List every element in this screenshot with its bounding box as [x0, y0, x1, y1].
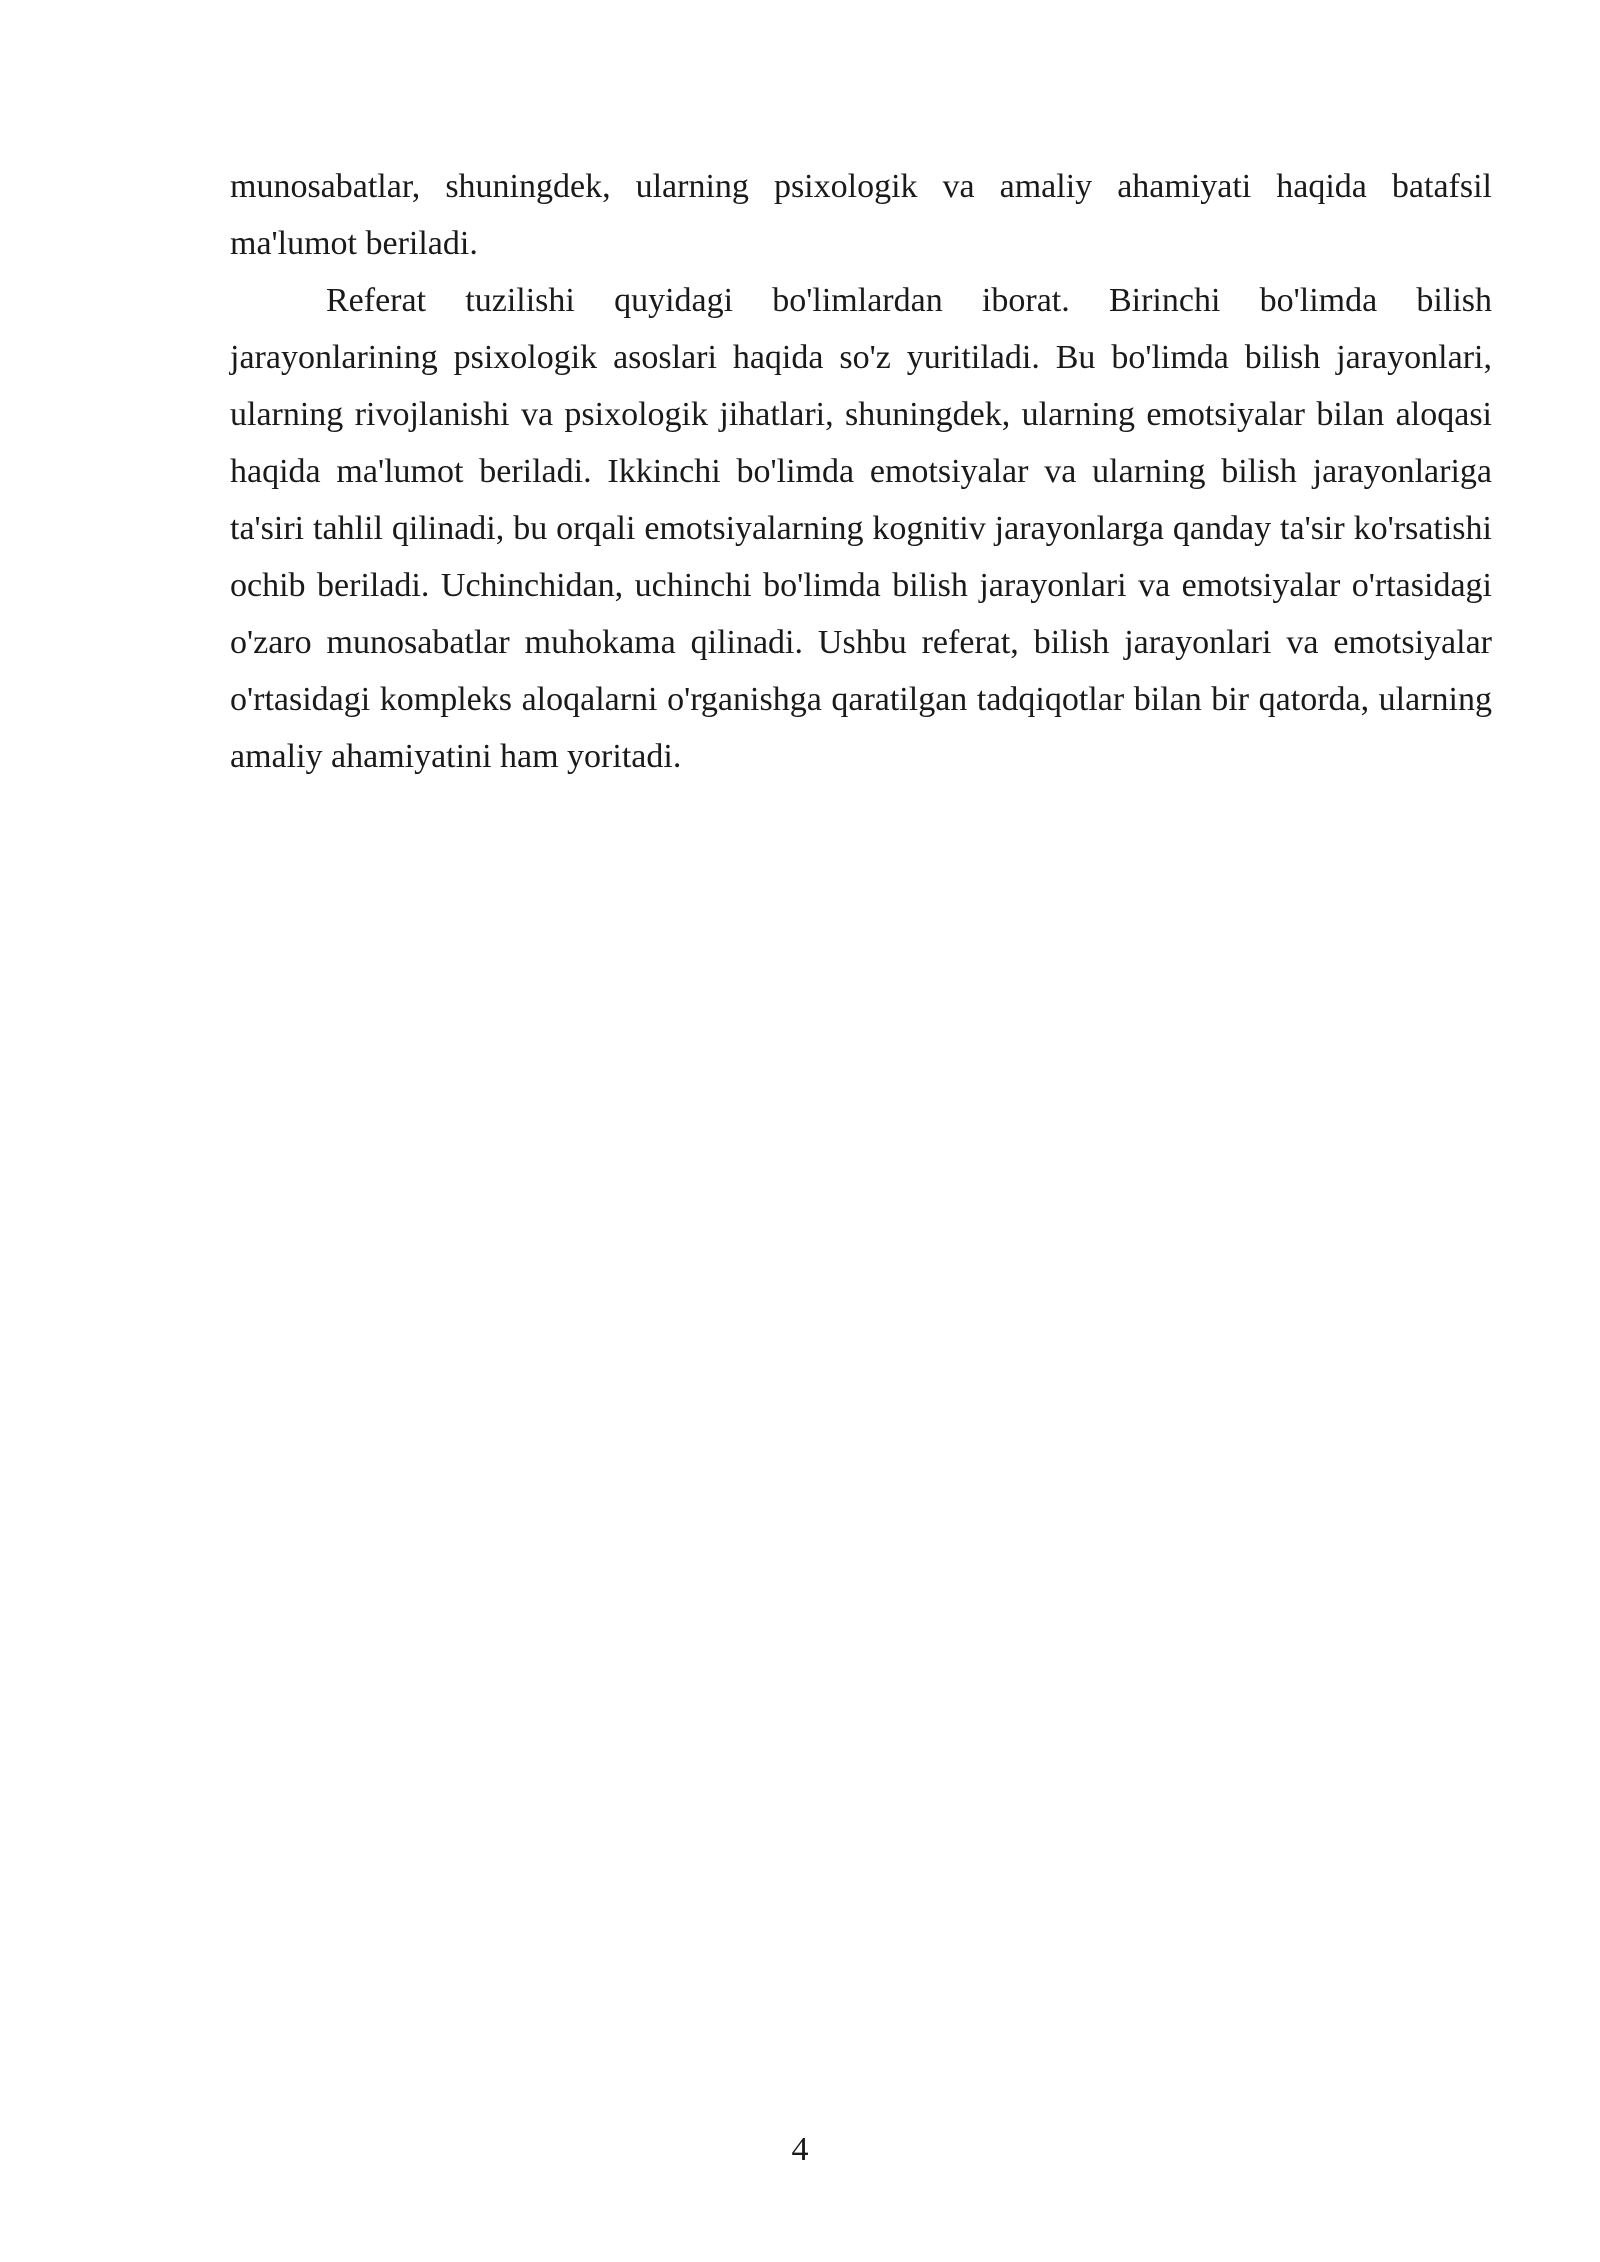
paragraph-referat-structure: Referat tuzilishi quyidagi bo'limlardan iborat. Birinchi bo'limda bilish jarayonlarining psixologik asoslari haqida so'z yuritiladi. Bu bo'limda bilish jarayonlari, ularning rivojlanishi va psixologik jihatlari, shuningdek, ularning emotsiyalar bilan aloqasi haqida ma'lumot beriladi. Ikkinchi bo'limda emotsiyalar va ularning bilish jarayonlariga ta'siri tahlil qilinadi, bu orqali emotsiyalarning kognitiv jarayonlarga qanday ta'sir ko'rsatishi ochib beriladi. Uchinchidan, uchinchi bo'limda bilish jarayonlari va emotsiyalar o'rtasidagi o'zaro munosabatlar muhokama qilinadi. Ushbu referat, bilish jarayonlari va emotsiyalar o'rtasidagi kompleks aloqalarni o'rganishga qaratilgan tadqiqotlar bilan bir qatorda, ularning amaliy ahamiyatini ham yoritadi. [230, 282, 1492, 775]
body-text [230, 158, 1492, 785]
page-number: 4 [791, 2131, 809, 2168]
paragraph-continuation: munosabatlar, shuningdek, ularning psixologik va amaliy ahamiyati haqida batafsil ma'lumot beriladi. [230, 168, 1492, 262]
